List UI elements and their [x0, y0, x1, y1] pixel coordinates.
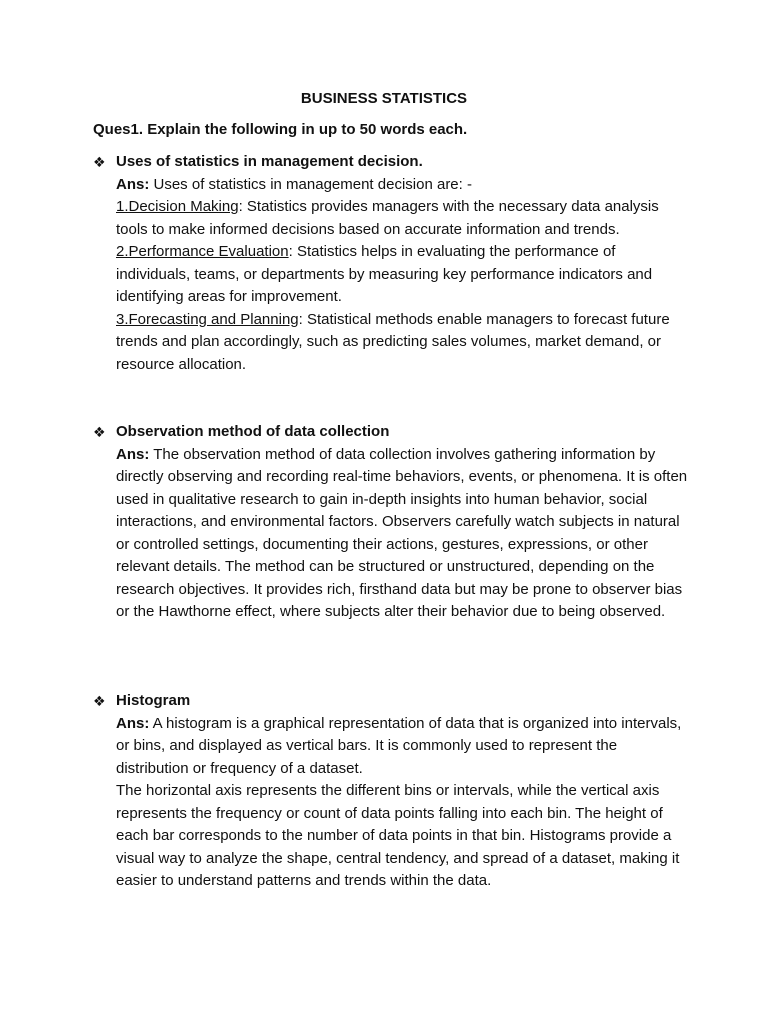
list-item-text: : Statistics provides managers with the necessary data analysis tools to make informed decisions based on accurate information and trends. — [116, 198, 659, 238]
diamond-bullet-icon: ❖ — [93, 154, 106, 170]
ans-label: Ans: — [116, 175, 150, 193]
answer-paragraph — [116, 713, 693, 781]
section-uses-of-statistics — [93, 151, 693, 376]
section-heading: Uses of statistics in management decision. — [116, 153, 423, 170]
document-title: BUSINESS STATISTICS — [300, 90, 468, 107]
list-item — [116, 309, 693, 377]
list-item-term: 2.Performance Evaluation — [116, 243, 289, 260]
list-item-term: 1.Decision Making — [116, 198, 239, 215]
list-item-text: : Statistics helps in evaluating the performance of individuals, teams, or departments by measuring key performance indicators and identifying areas for improvement. — [116, 243, 653, 305]
ans-label: Ans: — [116, 445, 150, 463]
list-item-term: 3.Forecasting and Planning — [116, 310, 299, 328]
answer-intro-text: Uses of statistics in management decision are: - — [149, 175, 472, 193]
answer-paragraph-continued: The horizontal axis represents the different bins or intervals, while the vertical axis represents the frequency or count of data points falling into each bin. The height of each bar corresponds to the number of data points in that bin. Histograms provide a visual way to analyze the shape, central tendency, and spread of a dataset, making it easier to understand patterns and trends within the data. — [116, 782, 680, 889]
answer-intro — [116, 174, 693, 197]
answer-text: A histogram is a graphical representation of data that is organized into intervals, or bins, and displayed as vertical bars. It is commonly used to represent the distribution or frequency of a dataset. — [116, 714, 682, 777]
list-item — [116, 196, 693, 241]
ans-label: Ans: — [116, 714, 150, 732]
section-histogram — [93, 690, 693, 893]
question-heading: Ques1. Explain the following in up to 50 words each. — [93, 121, 468, 138]
section-heading: Observation method of data collection — [116, 423, 390, 440]
answer-text: The observation method of data collection involves gathering information by directly observing and recording real-time behaviors, events, or phenomena. It is often used in qualitative research to gain in-depth insights into human behavior, social interactions, and environmental factors. Observers carefully watch subjects in natural or controlled settings, documenting their actions, gestures, expressions, or other relevant details. The method can be structured or unstructured, depending on the research objectives. It provides rich, firsthand data but may be prone to observer bias or the Hawthorne effect, where subjects alter their behavior due to being observed. — [116, 445, 688, 620]
section-observation-method — [93, 421, 693, 624]
list-item-text: : Statistical methods enable managers to forecast future trends and plan accordingly, such as predicting sales volumes, market demand, or resource allocation. — [116, 310, 670, 373]
diamond-bullet-icon: ❖ — [93, 693, 106, 709]
diamond-bullet-icon: ❖ — [93, 424, 106, 440]
section-heading: Histogram — [116, 692, 191, 709]
answer-paragraph — [116, 444, 693, 624]
list-item — [116, 241, 693, 309]
